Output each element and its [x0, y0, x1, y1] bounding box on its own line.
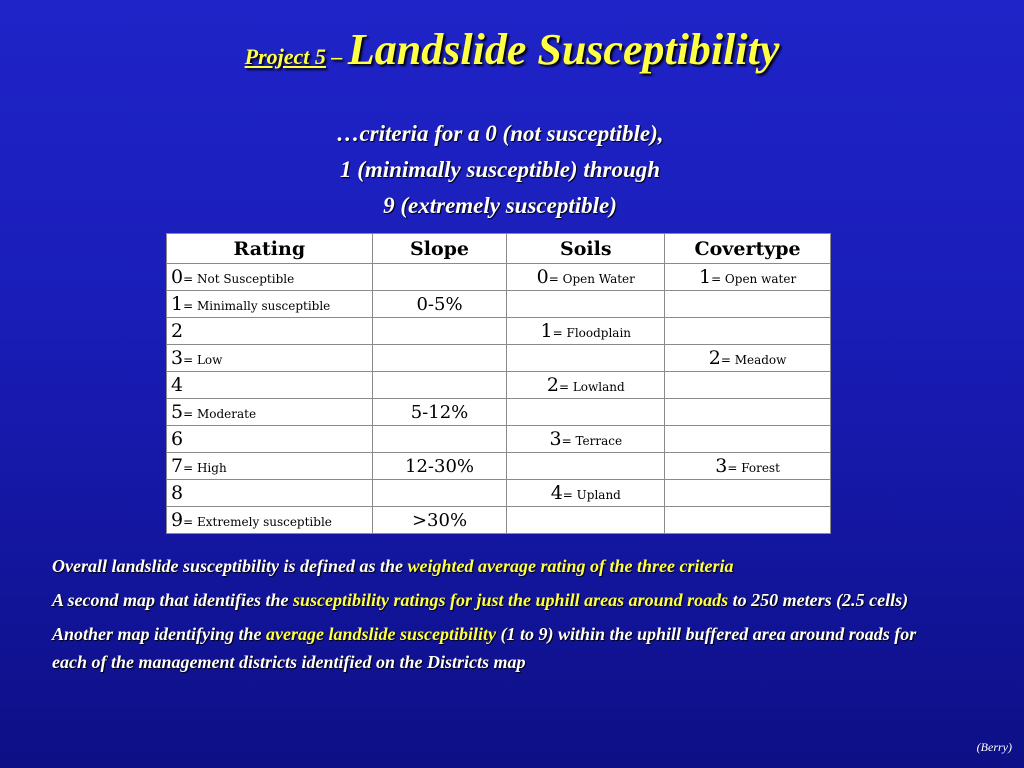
slope-value: 0-5% [416, 293, 463, 315]
rating-cell [167, 372, 373, 399]
rating-number: 3 [171, 347, 184, 369]
table-body [167, 264, 831, 534]
header-slope: Slope [372, 234, 507, 264]
rating-number: 5 [171, 401, 184, 423]
slide-title [0, 24, 1024, 75]
project-label: Project 5 [244, 44, 326, 69]
soil-number: 0 [536, 266, 549, 288]
subtitle [0, 116, 1000, 224]
slope-cell [372, 372, 507, 399]
rating-cell [167, 264, 373, 291]
rating-number: 7 [171, 455, 184, 477]
criteria-table [166, 233, 831, 534]
rating-cell [167, 318, 373, 345]
rating-number: 1 [171, 293, 184, 315]
table-header-row [167, 234, 831, 264]
title-dash: – [325, 44, 348, 69]
rating-cell [167, 345, 373, 372]
rating-cell [167, 480, 373, 507]
rating-label: = High [183, 461, 227, 475]
soils-cell [507, 507, 665, 534]
cover-number: 3 [715, 455, 728, 477]
covertype-cell [665, 480, 831, 507]
cover-label: = Forest [727, 461, 780, 475]
title-main: Landslide Susceptibility [347, 25, 780, 74]
soils-cell [507, 399, 665, 426]
soils-cell [507, 480, 665, 507]
slope-cell [372, 453, 507, 480]
soils-cell [507, 345, 665, 372]
table-row [167, 453, 831, 480]
note-text: Another map identifying the [52, 624, 267, 644]
rating-number: 4 [171, 374, 184, 396]
rating-cell [167, 507, 373, 534]
note-highlight: weighted average rating of the three criteria [407, 556, 734, 576]
rating-cell [167, 426, 373, 453]
soil-label: = Upland [562, 488, 621, 502]
covertype-cell [665, 399, 831, 426]
slope-value: 12-30% [405, 455, 475, 477]
rating-cell [167, 453, 373, 480]
soils-cell [507, 318, 665, 345]
header-soils: Soils [507, 234, 665, 264]
note-highlight: average landslide susceptibility [266, 624, 497, 644]
soil-label: = Open Water [548, 272, 635, 286]
rating-cell [167, 291, 373, 318]
note-text: Overall landslide susceptibility is defined as the [52, 556, 408, 576]
soils-cell [507, 372, 665, 399]
table-row [167, 264, 831, 291]
cover-label: = Meadow [720, 353, 787, 367]
note-text: (1 to 9) within the uphill buffered area around roads for each of the management districts identified on the Districts map [52, 624, 917, 672]
soils-cell [507, 291, 665, 318]
cover-number: 2 [708, 347, 721, 369]
slope-value: >30% [411, 509, 468, 531]
cover-number: 1 [698, 266, 712, 288]
soils-cell [507, 426, 665, 453]
rating-number: 2 [171, 320, 184, 342]
soil-number: 4 [550, 482, 563, 504]
rating-label: = Not Susceptible [183, 272, 295, 286]
table-row [167, 480, 831, 507]
note-item [52, 586, 952, 614]
subtitle-line: 1 (minimally susceptible) through [339, 157, 661, 182]
note-item [52, 552, 952, 580]
soil-label: = Lowland [558, 380, 625, 394]
slope-value: 5-12% [410, 401, 469, 423]
slope-cell [372, 480, 507, 507]
soil-number: 1 [540, 320, 553, 342]
slope-cell [372, 399, 507, 426]
slope-cell [372, 291, 507, 318]
note-text: to 250 meters (2.5 cells) [728, 590, 909, 610]
note-item [52, 620, 952, 676]
soil-number: 2 [546, 374, 559, 396]
table-row [167, 372, 831, 399]
slope-cell [372, 426, 507, 453]
soils-cell [507, 453, 665, 480]
table-row [167, 507, 831, 534]
slope-cell [372, 345, 507, 372]
credit: (Berry) [976, 740, 1012, 754]
rating-cell [167, 399, 373, 426]
note-text: A second map that identifies the [52, 590, 294, 610]
covertype-cell [665, 372, 831, 399]
table-row [167, 291, 831, 318]
rating-label: = Minimally susceptible [183, 299, 331, 313]
slope-cell [372, 264, 507, 291]
rating-number: 9 [171, 509, 184, 531]
soil-label: = Terrace [561, 434, 623, 448]
slope-cell [372, 507, 507, 534]
covertype-cell [665, 453, 831, 480]
covertype-cell [665, 507, 831, 534]
rating-label: = Moderate [183, 407, 257, 421]
subtitle-line: 9 (extremely susceptible) [383, 193, 617, 218]
note-highlight: susceptibility ratings for just the uphill areas around roads [293, 590, 729, 610]
covertype-cell [665, 318, 831, 345]
header-rating: Rating [167, 234, 373, 264]
rating-number: 6 [171, 428, 184, 450]
table-row [167, 426, 831, 453]
rating-label: = Low [183, 353, 223, 367]
notes [52, 552, 952, 682]
subtitle-line: …criteria for a 0 (not susceptible), [336, 121, 664, 146]
rating-label: = Extremely susceptible [183, 515, 332, 529]
table-row [167, 399, 831, 426]
slope-cell [372, 318, 507, 345]
cover-label: = Open water [711, 272, 797, 286]
rating-number: 0 [171, 266, 184, 288]
soil-number: 3 [549, 428, 562, 450]
header-covertype: Covertype [665, 234, 831, 264]
table-row [167, 345, 831, 372]
soils-cell [507, 264, 665, 291]
covertype-cell [665, 264, 831, 291]
rating-number: 8 [171, 482, 184, 504]
covertype-cell [665, 345, 831, 372]
soil-label: = Floodplain [552, 326, 632, 340]
covertype-cell [665, 291, 831, 318]
table-row [167, 318, 831, 345]
covertype-cell [665, 426, 831, 453]
